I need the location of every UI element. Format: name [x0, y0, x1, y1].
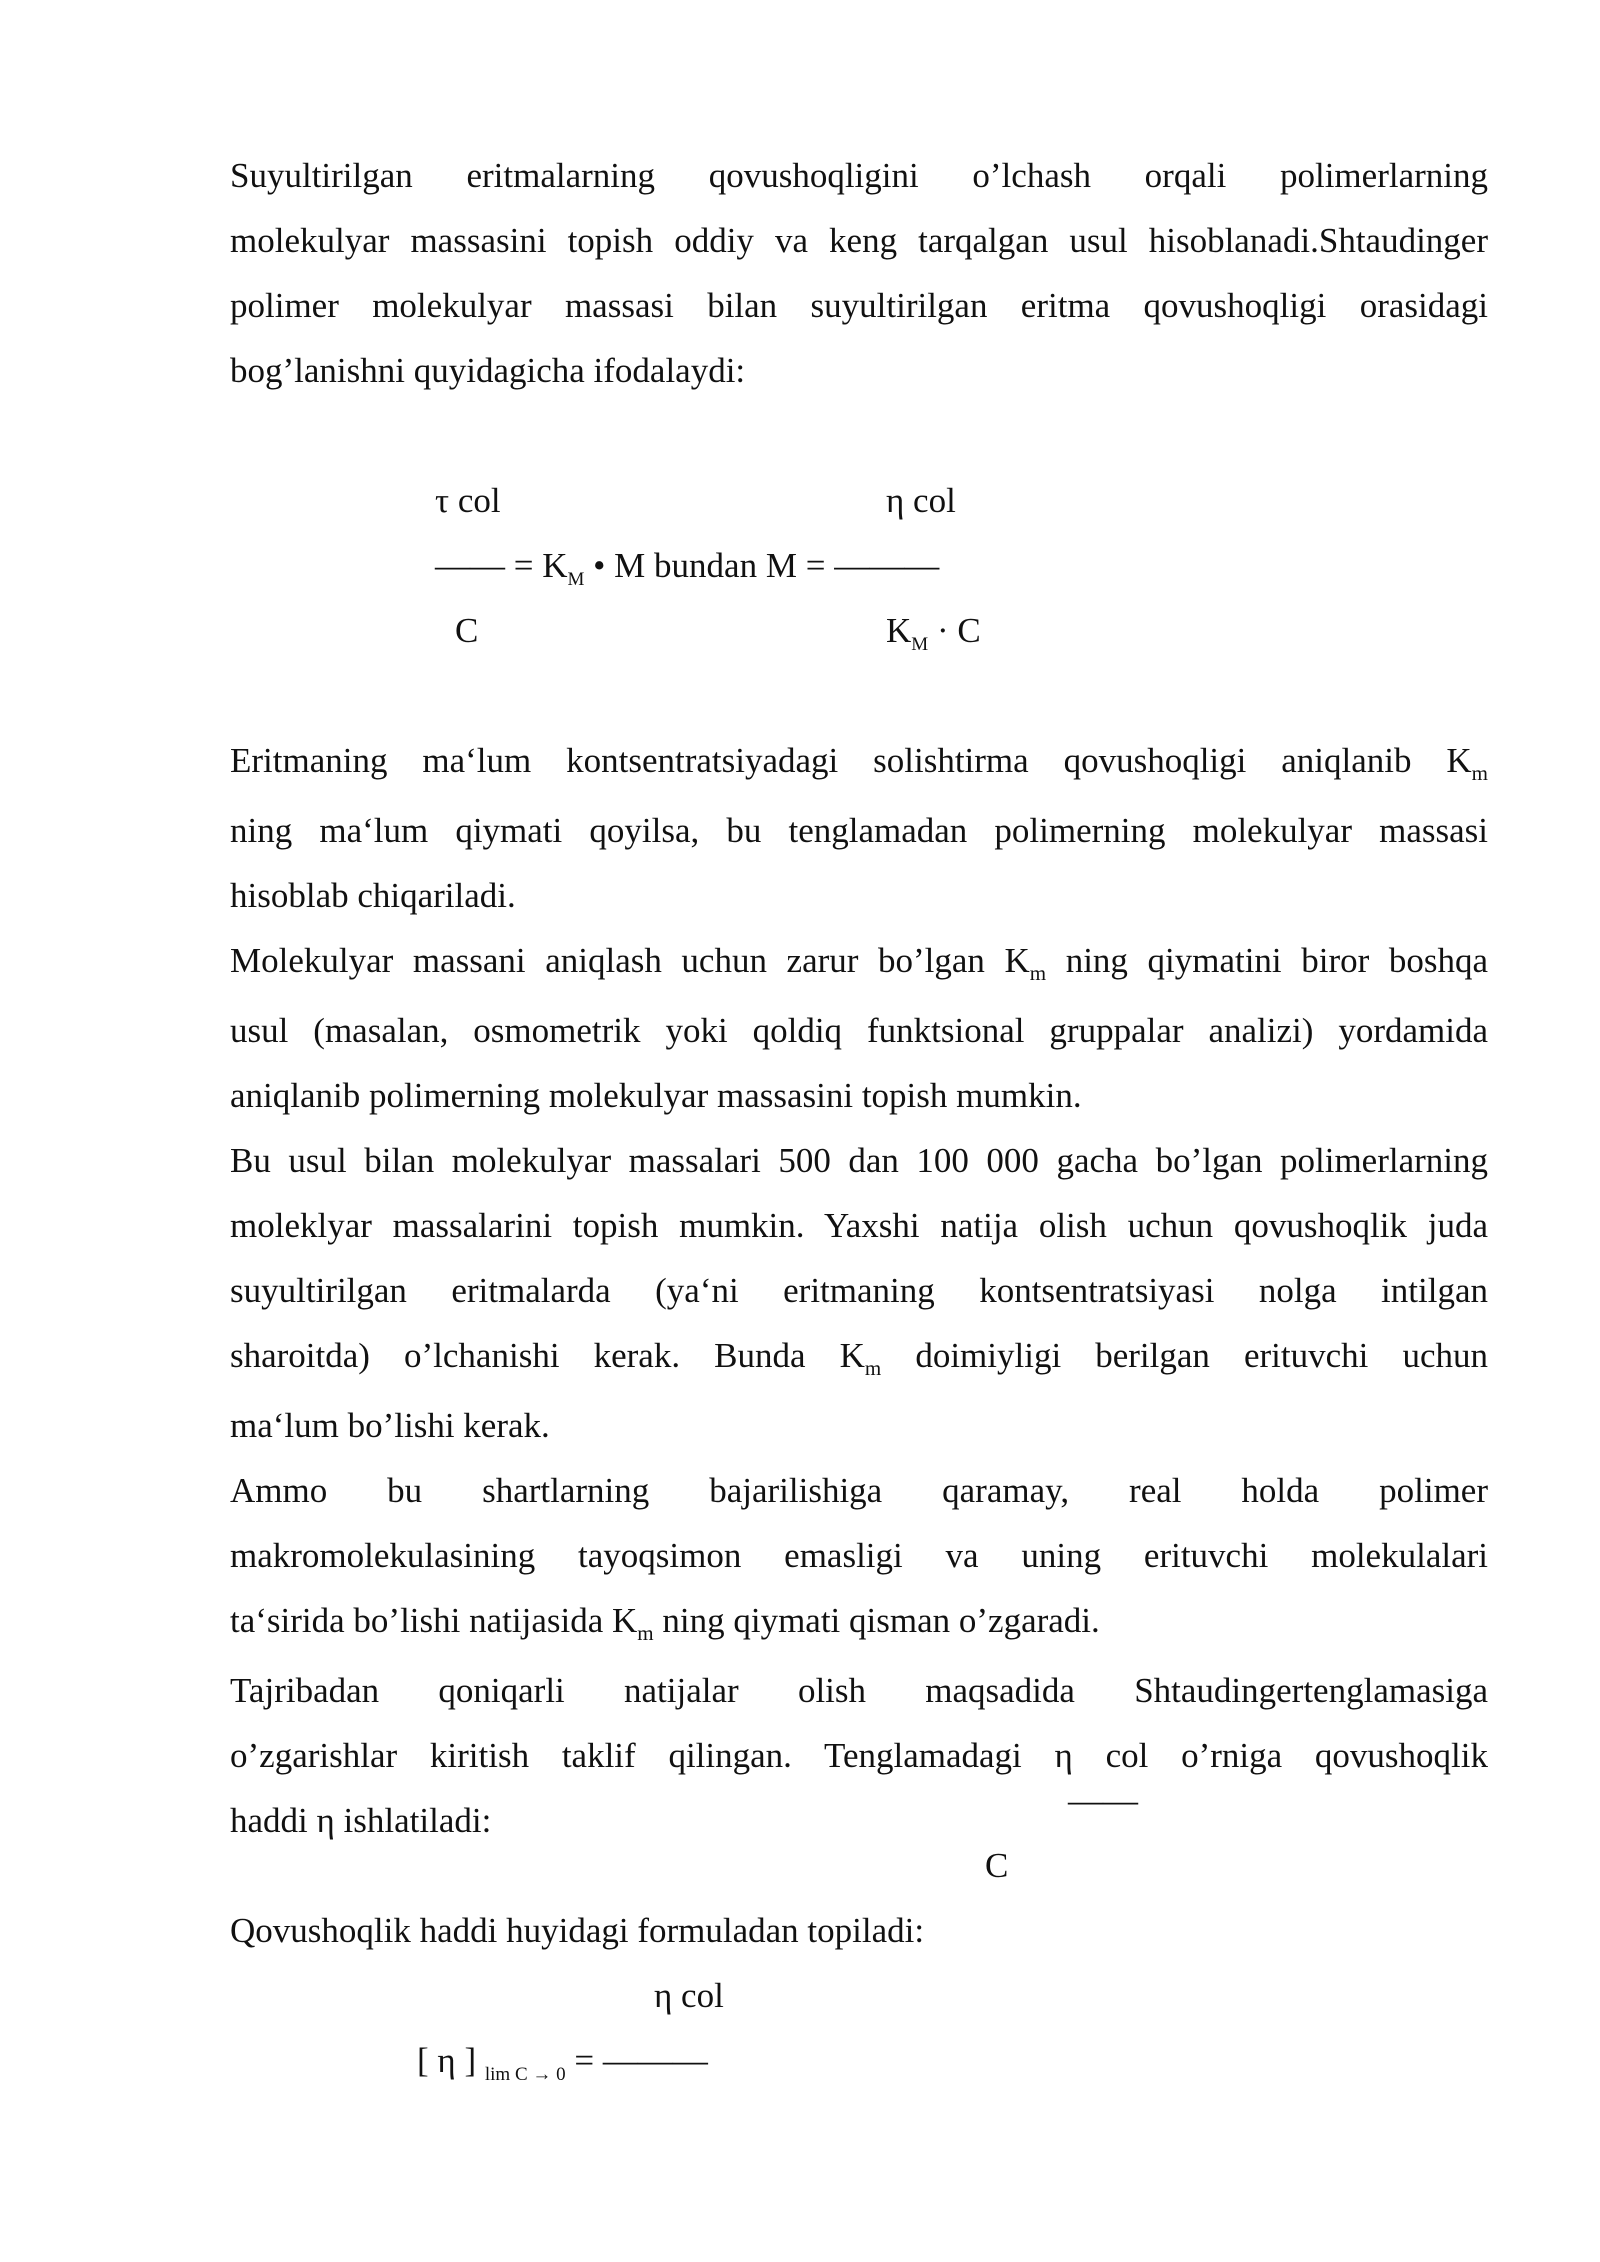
text-line: o’zgarishlar kiritish taklif qilingan. Tenglamadagi η col o’rniga qovushoqlik [230, 1736, 1488, 1775]
formula1-den-rest: · C [928, 611, 981, 650]
fraction-denominator-c: C [985, 1846, 1009, 1885]
formula1-rest: • M bundan M = ——— [584, 546, 940, 585]
text-span: ta‘sirida bo’lishi natijasida K [230, 1601, 638, 1640]
body-text [230, 728, 1488, 1853]
subscript-m: m [1029, 961, 1047, 985]
text-line: makromolekulasining tayoqsimon emasligi va uning erituvchi molekulalari [230, 1536, 1488, 1575]
text-line [230, 1588, 1488, 1658]
formula1-den-c: C [455, 611, 479, 650]
formula1-eta-col: η col [886, 481, 956, 520]
formula2-lim: lim C → 0 [484, 2064, 566, 2085]
formula1-den-k-letter: K [886, 611, 912, 650]
formula2-bracket: [ η ] [417, 2041, 477, 2080]
text-line [230, 728, 1488, 798]
text-line: suyultirilgan eritmalarda (ya‘ni eritmaning kontsentratsiyasi nolga intilgan [230, 1271, 1488, 1310]
text-line: aniqlanib polimerning molekulyar massasini topish mumkin. [230, 1076, 1082, 1115]
formula1-dash: —— [435, 546, 505, 585]
subscript-m: m [1471, 761, 1488, 785]
text-line: haddi η ishlatiladi: [230, 1801, 492, 1840]
text-line: Bu usul bilan molekulyar massalari 500 dan 100 000 gacha bo’lgan polimerlarning [230, 1141, 1488, 1180]
subscript-m: m [637, 1621, 654, 1645]
text-line: ma‘lum bo’lishi kerak. [230, 1406, 550, 1445]
text-span: ning qiymatini biror boshqa [1046, 941, 1488, 980]
formula1-sub-m: M [567, 569, 585, 590]
text-line: polimer molekulyar massasi bilan suyultirilgan eritma qovushoqligi orasidagi [230, 286, 1488, 325]
text-line: bog’lanishni quyidagicha ifodalaydi: [230, 351, 746, 390]
formula1-den-sub: M [911, 634, 929, 655]
intro-paragraph [230, 143, 1488, 403]
text-line: ning ma‘lum qiymati qoyilsa, bu tenglamadan polimerning molekulyar massasi [230, 811, 1488, 850]
fraction-dash: —— [1068, 1781, 1138, 1820]
formula2-eta-col: η col [654, 1976, 724, 2015]
formula1-equation [435, 533, 939, 604]
text-line: moleklyar massalarini topish mumkin. Yaxshi natija olish uchun qovushoqlik juda [230, 1206, 1488, 1245]
text-span: Molekulyar massani aniqlash uchun zarur bo’lgan K [230, 941, 1030, 980]
text-line: usul (masalan, osmometrik yoki qoldiq funktsional gruppalar analizi) yordamida [230, 1011, 1488, 1050]
text-line: Suyultirilgan eritmalarning qovushoqligini o’lchash orqali polimerlarning [230, 156, 1488, 195]
text-line: hisoblab chiqariladi. [230, 876, 516, 915]
text-span: ning qiymati qisman o’zgaradi. [653, 1601, 1100, 1640]
text-line: Tajribadan qoniqarli natijalar olish maqsadida Shtaudingertenglamasiga [230, 1671, 1488, 1710]
subscript-m: m [864, 1356, 882, 1380]
text-line [230, 928, 1488, 998]
text-line: Qovushoqlik haddi huyidagi formuladan topiladi: [230, 1911, 925, 1950]
text-line: Ammo bu shartlarning bajarilishiga qaramay, real holda polimer [230, 1471, 1488, 1510]
text-span: sharoitda) o’lchanishi kerak. Bunda K [230, 1336, 865, 1375]
text-span: doimiyligi berilgan erituvchi uchun [881, 1336, 1488, 1375]
formula1-equals-k: = K [513, 546, 568, 585]
text-line: molekulyar massasini topish oddiy va keng tarqalgan usul hisoblanadi.Shtaudinger [230, 221, 1488, 260]
text-span: Eritmaning ma‘lum kontsentratsiyadagi solishtirma qovushoqligi aniqlanib K [230, 741, 1472, 780]
formula2-equation [417, 2028, 708, 2099]
formula2-equals: = ——— [565, 2041, 708, 2080]
text-line [230, 1323, 1488, 1393]
formula1-den-k [886, 598, 981, 669]
formula1-tau-col: τ col [435, 481, 501, 520]
